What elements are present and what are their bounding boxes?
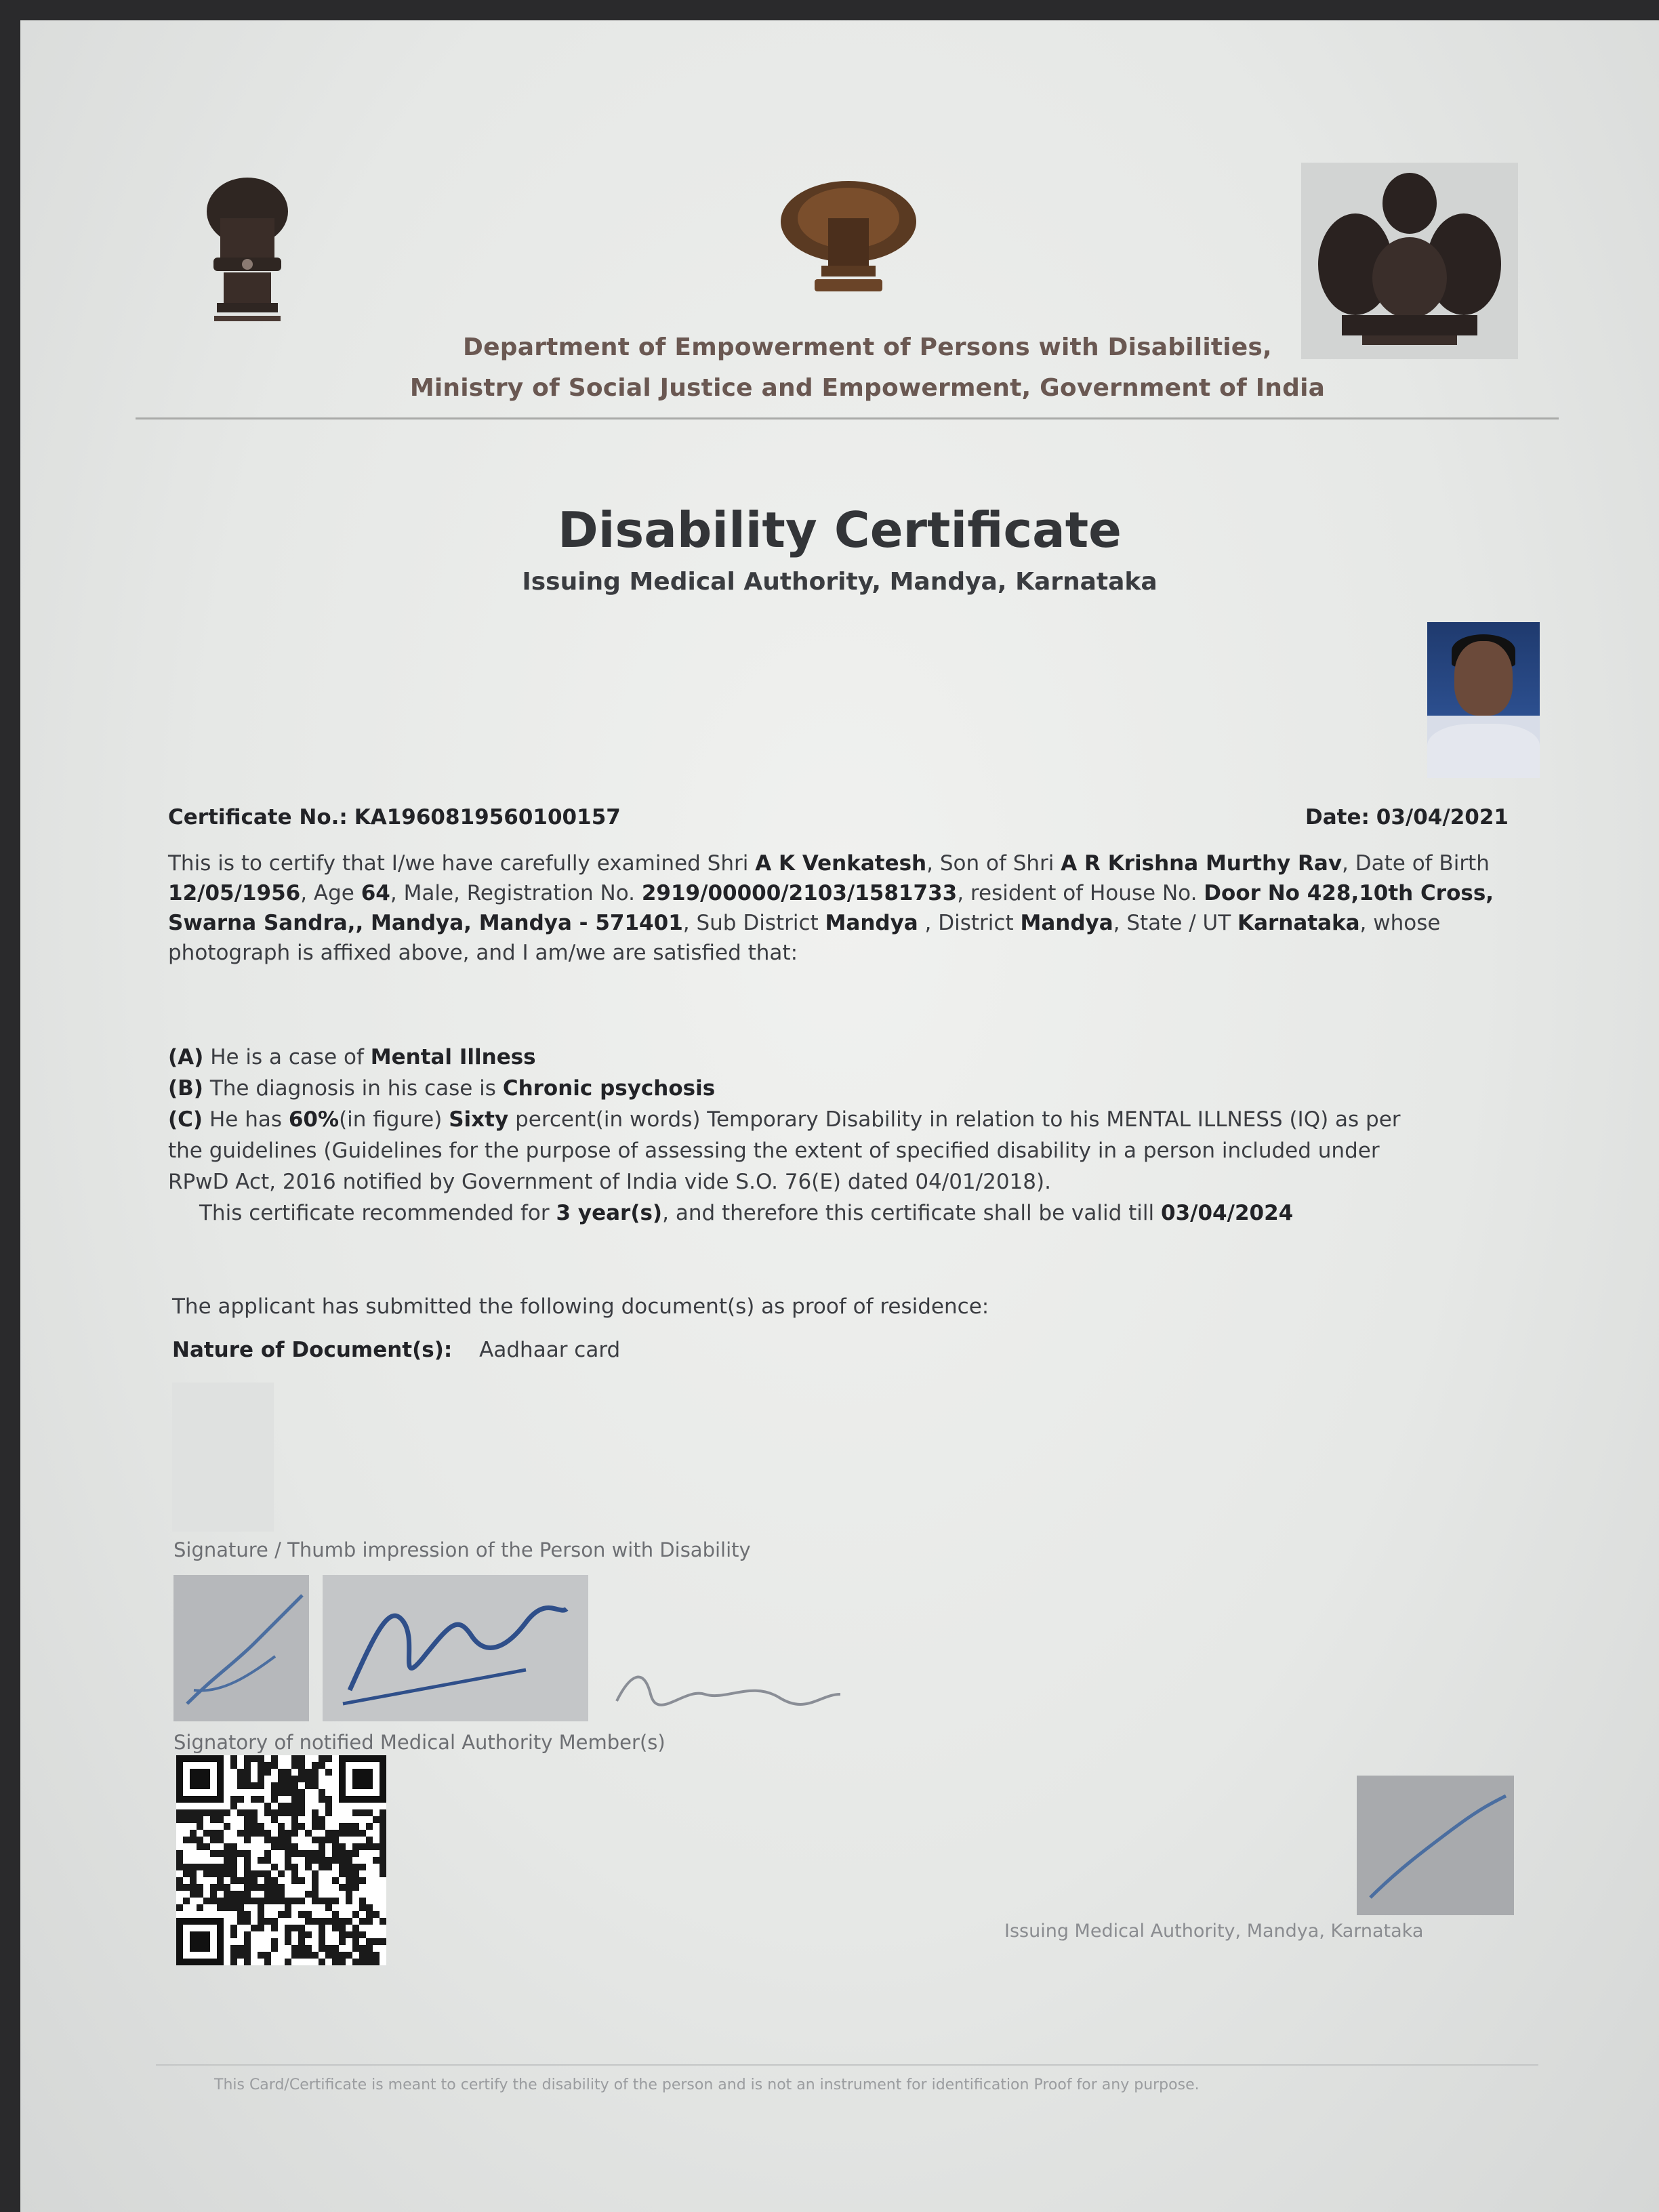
age-value: 64 xyxy=(361,881,390,905)
item-a-text: He is a case of xyxy=(210,1045,364,1069)
validity-years: 3 year(s) xyxy=(556,1201,663,1225)
signature-stamp-2 xyxy=(323,1575,588,1721)
disability-percent-words: Sixty xyxy=(449,1107,509,1132)
item-a xyxy=(168,1045,536,1069)
item-b-text: The diagnosis in his case is xyxy=(209,1076,496,1101)
item-b-value: Chronic psychosis xyxy=(502,1076,716,1101)
footer-note: This Card/Certificate is meant to certify the disability of the person and is not an instrument for identification Proof for any purpose. xyxy=(214,2076,1200,2093)
item-c-text-2: (in figure) xyxy=(339,1107,443,1132)
certificate-page xyxy=(20,20,1659,2212)
karnataka-emblem-icon xyxy=(1301,163,1518,359)
item-b xyxy=(168,1076,715,1101)
certificate-date-value: 03/04/2021 xyxy=(1376,805,1509,830)
documents-label: Nature of Document(s): xyxy=(172,1338,453,1362)
photo-shirt xyxy=(1427,724,1540,778)
body-text-8: , District xyxy=(918,911,1014,935)
item-c-label: (C) xyxy=(168,1107,203,1132)
page-title: Disability Certificate xyxy=(557,501,1122,558)
certificate-date xyxy=(1305,805,1509,830)
validity-text-2: , and therefore this certificate shall be valid till xyxy=(662,1201,1155,1225)
signature-label: Signature / Thumb impression of the Person with Disability xyxy=(173,1538,751,1561)
documents-value: Aadhaar card xyxy=(479,1338,621,1362)
registration-number: 2919/00000/2103/1581733 xyxy=(641,881,958,905)
authority-footer: Issuing Medical Authority, Mandya, Karnataka xyxy=(1004,1921,1424,1942)
item-b-label: (B) xyxy=(168,1076,203,1101)
certificate-number-value: KA1960819560100157 xyxy=(354,805,621,830)
documents-intro: The applicant has submitted the following document(s) as proof of residence: xyxy=(172,1294,989,1319)
father-name: A R Krishna Murthy Rav xyxy=(1061,851,1343,876)
certificate-number xyxy=(168,805,621,830)
item-c-line-3: RPwD Act, 2016 notified by Government of India vide S.O. 76(E) dated 04/01/2018). xyxy=(168,1170,1051,1194)
item-c-text-3: percent(in words) Temporary Disability in relation to his MENTAL ILLNESS (IQ) as per xyxy=(515,1107,1401,1132)
certificate-date-label: Date: xyxy=(1305,805,1370,830)
body-text-5: , Male, Registration No. xyxy=(390,881,635,905)
district: Mandya xyxy=(1020,911,1113,935)
signature-stamp-1 xyxy=(173,1575,309,1721)
ministry-line: Ministry of Social Justice and Empowerment, Government of India xyxy=(409,374,1326,402)
authority-signature-stamp xyxy=(1357,1776,1514,1915)
item-c-line-2: the guidelines (Guidelines for the purpose of assessing the extent of specified disability in a person included under xyxy=(168,1139,1380,1163)
date-of-birth: 12/05/1956 xyxy=(168,881,301,905)
thumb-impression-area xyxy=(172,1382,274,1532)
qr-code xyxy=(176,1755,386,1965)
item-a-label: (A) xyxy=(168,1045,204,1069)
body-text-1: This is to certify that I/we have carefully examined Shri xyxy=(168,851,749,876)
applicant-name: A K Venkatesh xyxy=(755,851,927,876)
disability-percent: 60% xyxy=(288,1107,340,1132)
body-text-3: , Date of Birth xyxy=(1342,851,1490,876)
signature-3 xyxy=(603,1660,847,1717)
certificate-number-label: Certificate No.: xyxy=(168,805,348,830)
body-text-10: , whose photograph is affixed above, and I am/we are satisfied that: xyxy=(168,911,1441,965)
department-line: Department of Empowerment of Persons with Disabilities, xyxy=(463,333,1272,361)
body-text-2: , Son of Shri xyxy=(926,851,1054,876)
house-address: Door No 428,10th Cross, Swarna Sandra,, Mandya, Mandya - 571401 xyxy=(168,881,1494,935)
state-emblem-icon xyxy=(774,171,923,306)
documents-line xyxy=(172,1338,620,1362)
body-text-6: , resident of House No. xyxy=(957,881,1197,905)
valid-until-date: 03/04/2024 xyxy=(1161,1201,1294,1225)
signatory-label: Signatory of notified Medical Authority Member(s) xyxy=(173,1731,665,1754)
validity-line xyxy=(199,1201,1293,1225)
national-emblem-icon xyxy=(190,171,305,333)
photo-face xyxy=(1454,641,1513,716)
certification-paragraph xyxy=(168,848,1551,968)
sub-district: Mandya xyxy=(825,911,918,935)
state: Karnataka xyxy=(1237,911,1360,935)
item-c-text-1: He has xyxy=(209,1107,282,1132)
applicant-photo xyxy=(1427,622,1540,778)
body-text-4: , Age xyxy=(300,881,354,905)
body-text-7: , Sub District xyxy=(682,911,819,935)
header-divider xyxy=(136,417,1559,419)
item-a-value: Mental Illness xyxy=(370,1045,536,1069)
body-text-9: , State / UT xyxy=(1113,911,1231,935)
page-subtitle: Issuing Medical Authority, Mandya, Karnataka xyxy=(522,568,1158,596)
item-c xyxy=(168,1107,1401,1132)
validity-text-1: This certificate recommended for xyxy=(199,1201,550,1225)
footer-divider xyxy=(156,2064,1538,2066)
